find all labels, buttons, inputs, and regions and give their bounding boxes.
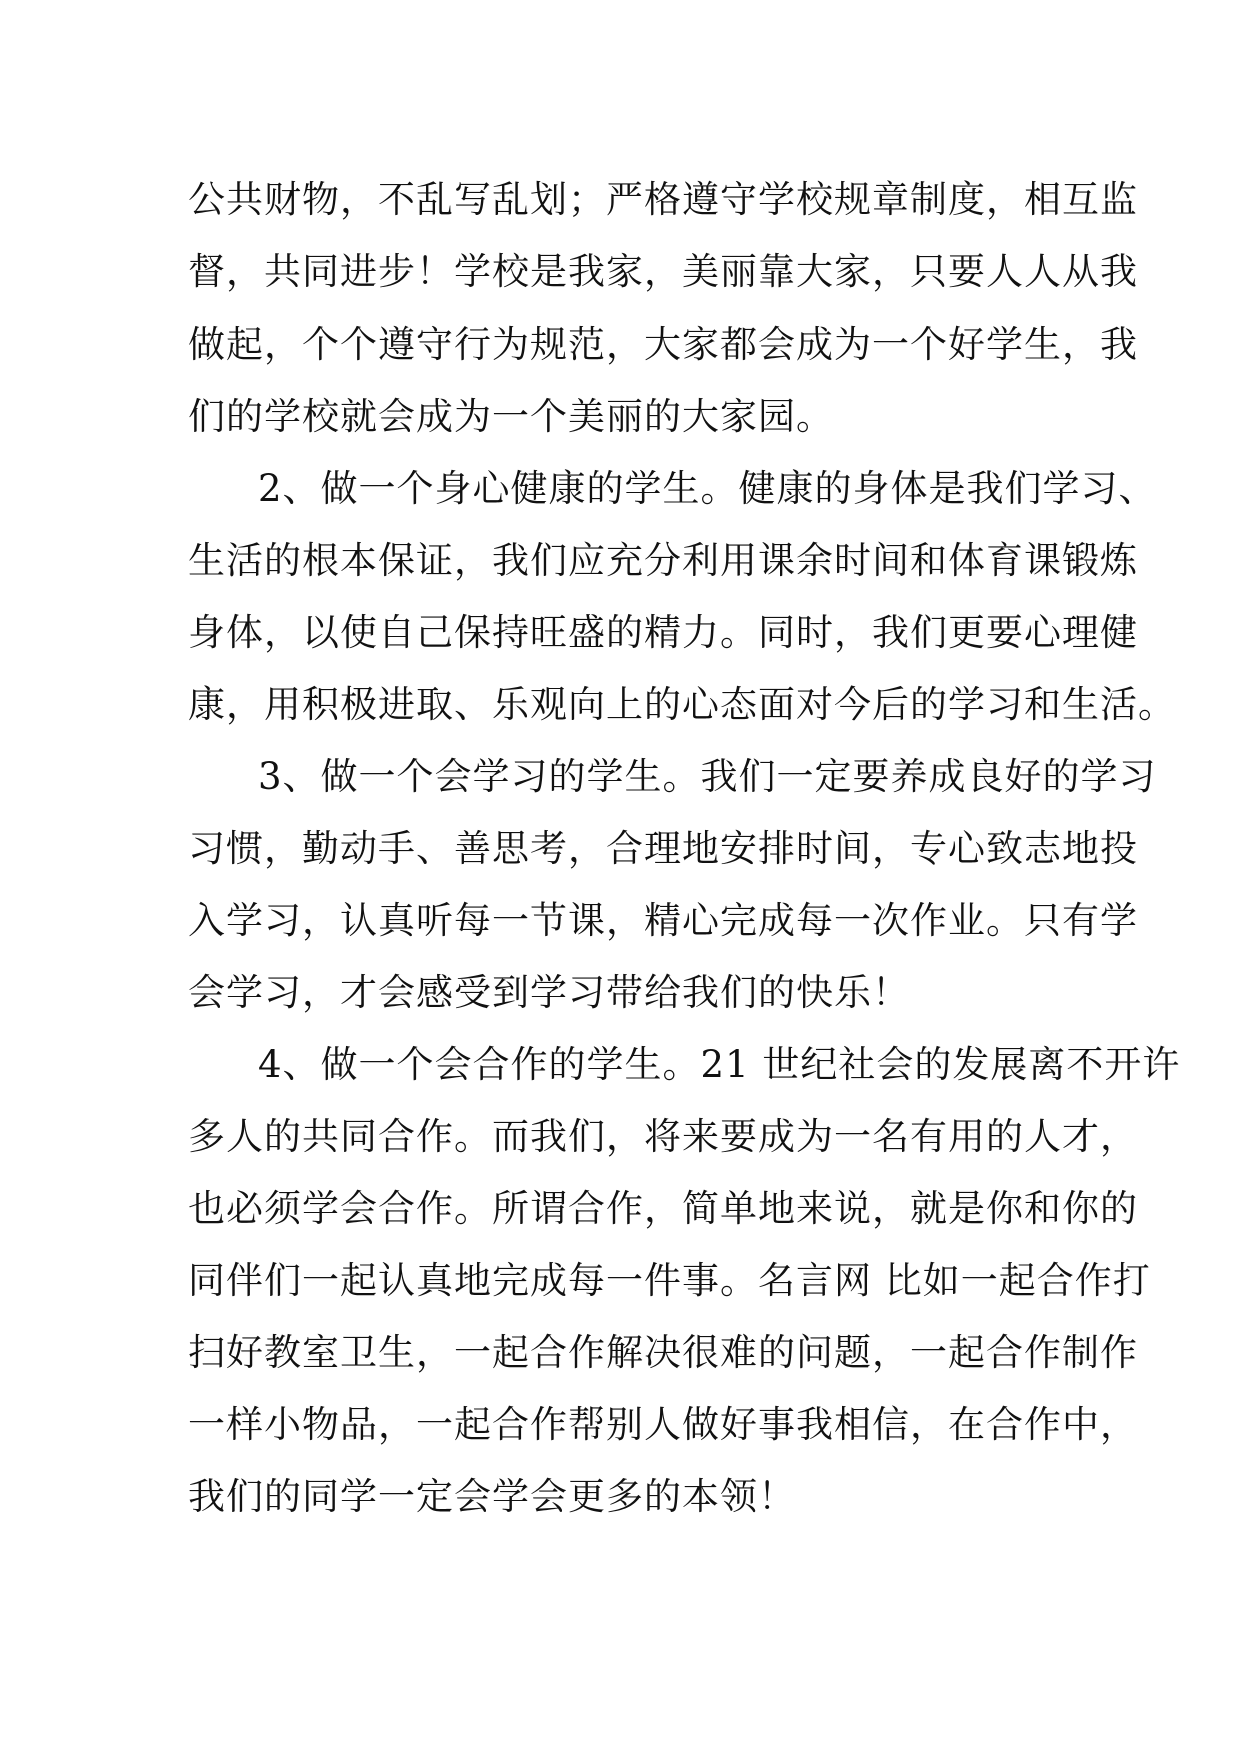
- text-line-1: 公共财物，不乱写乱划；严格遵守学校规章制度，相互监: [188, 178, 1138, 221]
- text-line-17: 扫好教室卫生，一起合作解决很难的问题，一起合作制作: [188, 1331, 1138, 1374]
- text-line-11: 入学习，认真听每一节课，精心完成每一次作业。只有学: [188, 899, 1138, 942]
- text-line-6: 生活的根本保证，我们应充分利用课余时间和体育课锻炼: [188, 539, 1138, 582]
- text-line-14: 多人的共同合作。而我们，将来要成为一名有用的人才，: [188, 1115, 1138, 1158]
- text-line-4: 们的学校就会成为一个美丽的大家园。: [188, 395, 834, 438]
- text-line-9: 3、做一个会学习的学生。我们一定要养成良好的学习: [258, 755, 1157, 798]
- text-line-13: 4、做一个会合作的学生。21 世纪社会的发展离不开许: [258, 1043, 1181, 1086]
- text-line-8: 康，用积极进取、乐观向上的心态面对今后的学习和生活。: [188, 683, 1176, 726]
- text-line-2: 督，共同进步！学校是我家，美丽靠大家，只要人人从我: [188, 250, 1138, 293]
- text-line-7: 身体，以使自己保持旺盛的精力。同时，我们更要心理健: [188, 611, 1138, 654]
- text-line-15: 也必须学会合作。所谓合作，简单地来说，就是你和你的: [188, 1187, 1138, 1230]
- text-line-16: 同伴们一起认真地完成每一件事。名言网 比如一起合作打: [188, 1259, 1151, 1302]
- text-line-10: 习惯，勤动手、善思考，合理地安排时间，专心致志地投: [188, 827, 1138, 870]
- text-line-3: 做起，个个遵守行为规范，大家都会成为一个好学生，我: [188, 323, 1138, 366]
- text-line-19: 我们的同学一定会学会更多的本领！: [188, 1475, 796, 1518]
- text-line-18: 一样小物品，一起合作帮别人做好事我相信，在合作中，: [188, 1403, 1138, 1446]
- text-line-12: 会学习，才会感受到学习带给我们的快乐！: [188, 971, 910, 1014]
- text-line-5: 2、做一个身心健康的学生。健康的身体是我们学习、: [258, 467, 1157, 510]
